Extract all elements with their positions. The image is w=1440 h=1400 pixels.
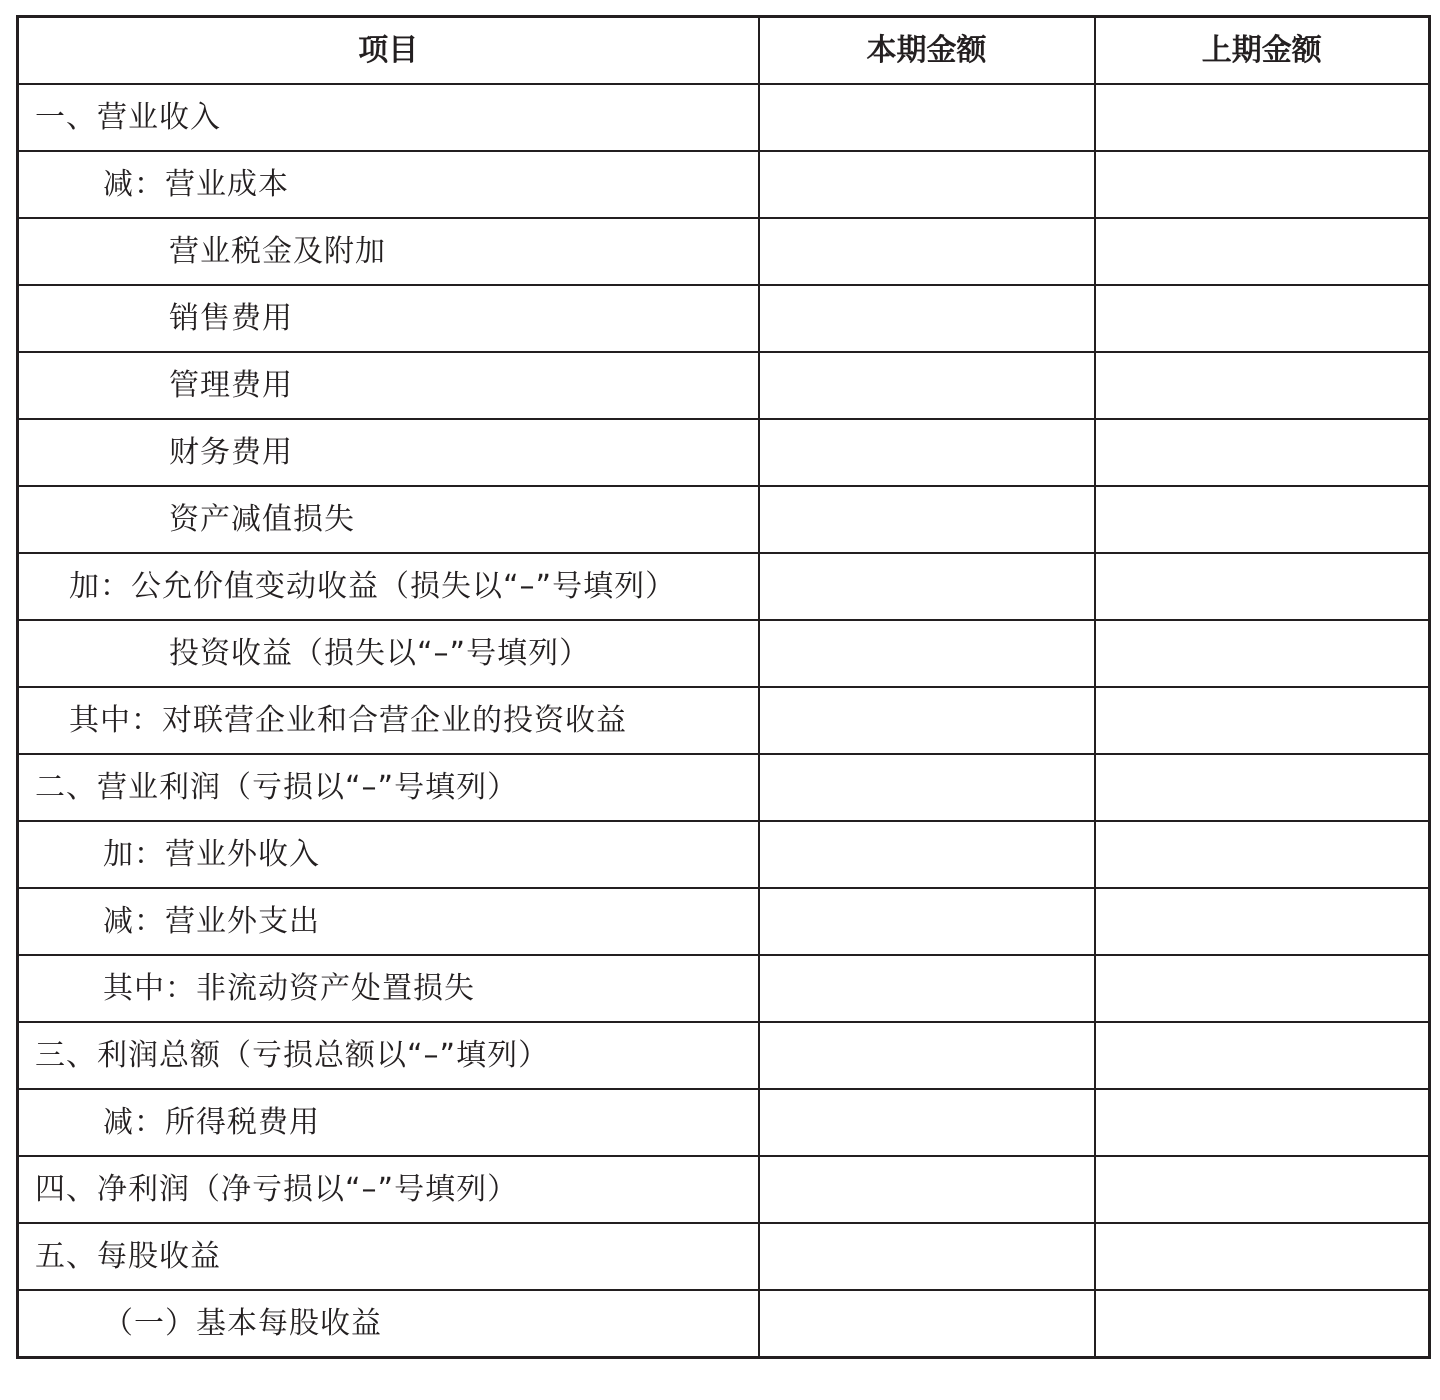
row-label: 资产减值损失 xyxy=(18,486,759,553)
table-row xyxy=(18,1156,1430,1223)
row-label: 五、每股收益 xyxy=(18,1223,759,1290)
row-label: 一、营业收入 xyxy=(18,84,759,151)
previous-amount-cell[interactable] xyxy=(1095,821,1430,888)
row-label: 四、净利润（净亏损以“–”号填列） xyxy=(18,1156,759,1223)
current-amount-cell[interactable] xyxy=(759,1290,1095,1358)
table-row xyxy=(18,352,1430,419)
previous-amount-cell[interactable] xyxy=(1095,1223,1430,1290)
table-row xyxy=(18,821,1430,888)
previous-amount-cell[interactable] xyxy=(1095,1089,1430,1156)
previous-amount-cell[interactable] xyxy=(1095,955,1430,1022)
row-label: 二、营业利润（亏损以“–”号填列） xyxy=(18,754,759,821)
table-row xyxy=(18,419,1430,486)
current-amount-cell[interactable] xyxy=(759,218,1095,285)
table-row xyxy=(18,553,1430,620)
previous-amount-cell[interactable] xyxy=(1095,218,1430,285)
header-item: 项目 xyxy=(18,17,759,85)
row-label: 管理费用 xyxy=(18,352,759,419)
previous-amount-cell[interactable] xyxy=(1095,620,1430,687)
table-row xyxy=(18,1089,1430,1156)
row-label: 其中：非流动资产处置损失 xyxy=(18,955,759,1022)
current-amount-cell[interactable] xyxy=(759,1089,1095,1156)
table-row xyxy=(18,754,1430,821)
row-label: 减：营业外支出 xyxy=(18,888,759,955)
current-amount-cell[interactable] xyxy=(759,821,1095,888)
previous-amount-cell[interactable] xyxy=(1095,1156,1430,1223)
current-amount-cell[interactable] xyxy=(759,352,1095,419)
previous-amount-cell[interactable] xyxy=(1095,687,1430,754)
current-amount-cell[interactable] xyxy=(759,888,1095,955)
table-row xyxy=(18,486,1430,553)
current-amount-cell[interactable] xyxy=(759,553,1095,620)
current-amount-cell[interactable] xyxy=(759,687,1095,754)
table-row xyxy=(18,151,1430,218)
previous-amount-cell[interactable] xyxy=(1095,419,1430,486)
previous-amount-cell[interactable] xyxy=(1095,1290,1430,1358)
previous-amount-cell[interactable] xyxy=(1095,352,1430,419)
table-row xyxy=(18,84,1430,151)
row-label: 其中：对联营企业和合营企业的投资收益 xyxy=(18,687,759,754)
table-row xyxy=(18,1022,1430,1089)
previous-amount-cell[interactable] xyxy=(1095,151,1430,218)
row-label: 营业税金及附加 xyxy=(18,218,759,285)
row-label: 加：公允价值变动收益（损失以“–”号填列） xyxy=(18,553,759,620)
current-amount-cell[interactable] xyxy=(759,419,1095,486)
row-label: 三、利润总额（亏损总额以“–”填列） xyxy=(18,1022,759,1089)
table-row xyxy=(18,1290,1430,1358)
current-amount-cell[interactable] xyxy=(759,151,1095,218)
table-row xyxy=(18,955,1430,1022)
previous-amount-cell[interactable] xyxy=(1095,285,1430,352)
previous-amount-cell[interactable] xyxy=(1095,486,1430,553)
header-current-amount: 本期金额 xyxy=(759,17,1095,85)
table-row xyxy=(18,285,1430,352)
current-amount-cell[interactable] xyxy=(759,1223,1095,1290)
table-header-row xyxy=(18,17,1430,85)
header-previous-amount: 上期金额 xyxy=(1095,17,1430,85)
table-row xyxy=(18,620,1430,687)
row-label: 财务费用 xyxy=(18,419,759,486)
current-amount-cell[interactable] xyxy=(759,955,1095,1022)
table-row xyxy=(18,888,1430,955)
row-label: 减：所得税费用 xyxy=(18,1089,759,1156)
row-label: 销售费用 xyxy=(18,285,759,352)
previous-amount-cell[interactable] xyxy=(1095,84,1430,151)
row-label: 投资收益（损失以“–”号填列） xyxy=(18,620,759,687)
income-statement-table xyxy=(16,15,1431,1359)
previous-amount-cell[interactable] xyxy=(1095,754,1430,821)
table-row xyxy=(18,687,1430,754)
row-label: 减：营业成本 xyxy=(18,151,759,218)
current-amount-cell[interactable] xyxy=(759,84,1095,151)
table-row xyxy=(18,218,1430,285)
current-amount-cell[interactable] xyxy=(759,754,1095,821)
current-amount-cell[interactable] xyxy=(759,285,1095,352)
previous-amount-cell[interactable] xyxy=(1095,553,1430,620)
current-amount-cell[interactable] xyxy=(759,1156,1095,1223)
previous-amount-cell[interactable] xyxy=(1095,1022,1430,1089)
current-amount-cell[interactable] xyxy=(759,1022,1095,1089)
row-label: （一）基本每股收益 xyxy=(18,1290,759,1358)
current-amount-cell[interactable] xyxy=(759,486,1095,553)
current-amount-cell[interactable] xyxy=(759,620,1095,687)
row-label: 加：营业外收入 xyxy=(18,821,759,888)
table-row xyxy=(18,1223,1430,1290)
previous-amount-cell[interactable] xyxy=(1095,888,1430,955)
